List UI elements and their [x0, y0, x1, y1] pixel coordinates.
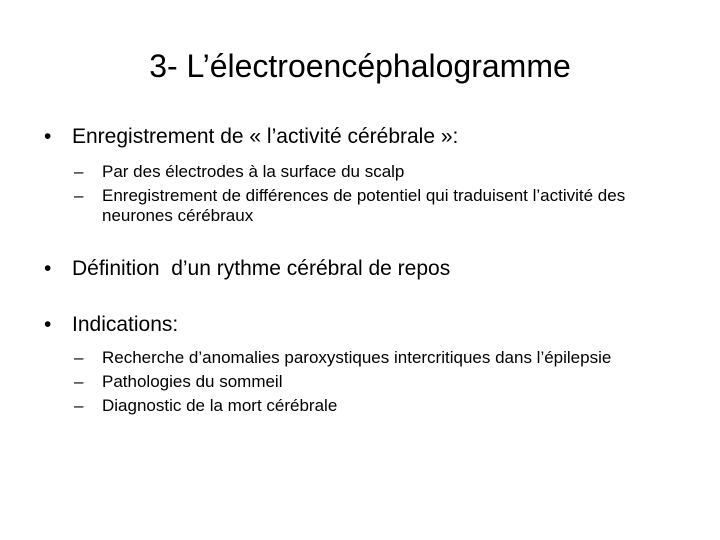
- sub-bullet-item: [40, 186, 662, 226]
- sub-bullet-item: [40, 348, 662, 368]
- bullet-marker: •: [44, 313, 52, 336]
- sub-bullet-item: [40, 396, 680, 416]
- bullet-item: [40, 124, 680, 150]
- bullet-text: Définition d’un rythme cérébral de repos: [72, 257, 451, 280]
- sub-bullet-marker: –: [74, 396, 84, 415]
- sub-bullet-marker: –: [74, 162, 84, 181]
- sub-bullet-marker: –: [74, 348, 84, 367]
- sub-bullet-text: Recherche d’anomalies paroxystiques intercritiques dans l’épilepsie: [102, 348, 612, 367]
- sub-bullet-marker: –: [74, 372, 84, 391]
- bullet-text: Indications:: [72, 313, 179, 336]
- sub-bullet-item: [40, 372, 680, 392]
- slide-title: 3- L’électroencéphalogramme: [149, 48, 571, 84]
- bullet-marker: •: [44, 125, 52, 148]
- sub-bullet-text: Diagnostic de la mort cérébrale: [102, 396, 338, 415]
- sub-bullet-item: [40, 162, 680, 182]
- bullet-marker: •: [44, 257, 52, 280]
- sub-bullet-text: Pathologies du sommeil: [102, 372, 283, 391]
- sub-bullet-text: Enregistrement de différences de potentiel qui traduisent l’activité des neurones cérébraux: [102, 186, 626, 225]
- bullet-text: Enregistrement de « l’activité cérébrale »:: [72, 125, 459, 148]
- bullet-item: [40, 312, 680, 338]
- bullet-item: [40, 256, 680, 282]
- sub-bullet-text: Par des électrodes à la surface du scalp: [102, 162, 405, 181]
- slide-body: [40, 124, 680, 416]
- sub-bullet-marker: –: [74, 186, 84, 205]
